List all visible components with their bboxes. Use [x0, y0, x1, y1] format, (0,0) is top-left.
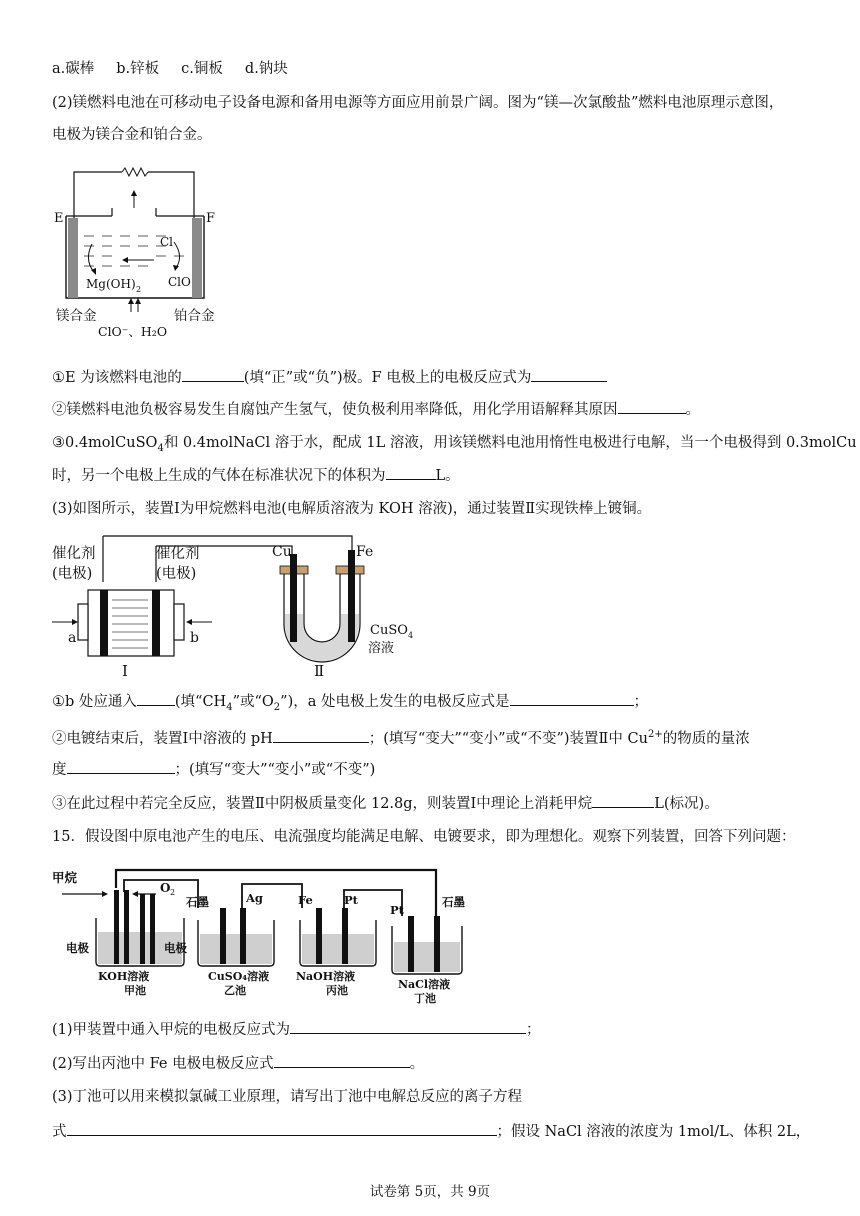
answer-options: [52, 58, 310, 80]
label-device-1: Ⅰ: [122, 662, 128, 680]
label-pool-c: 丙池: [326, 984, 348, 997]
electrode-a-side: [100, 590, 108, 656]
electrode-f: [192, 218, 202, 298]
q2-1: ①E 为该燃料电池的 (填“正”或“负”)极。F 电极上的电极反应式为: [52, 366, 607, 389]
fe-electrode: [348, 550, 355, 642]
label-pool-a: 甲池: [124, 984, 146, 997]
label-catalyst-left: 催化剂: [52, 546, 96, 562]
page-footer: 试卷第 5页，共 9页: [369, 1184, 491, 1200]
q2-intro-line2: 电极为镁合金和铂合金。: [52, 127, 212, 143]
option-c: c.铜板: [181, 61, 223, 77]
mg-fuel-cell-diagram: [52, 160, 242, 340]
label-electrode-right: 电极: [164, 941, 187, 955]
q2-3-cont: 时，另一个电极上生成的气体在标准状况下的体积为 L。: [52, 464, 460, 487]
label-graphite-b: 石墨: [186, 895, 209, 909]
label-electrode-left: (电极): [52, 566, 93, 582]
label-mg-oh-sub: 2: [136, 285, 142, 294]
q3-2: ②电镀结束后，装置Ⅰ中溶液的 pH ；(填写“变大”“变小”或“不变”)装置Ⅱ中 $Cu^{2+}$的物质的量浓: [52, 724, 750, 750]
label-a: a: [68, 630, 77, 646]
label-koh: KOH溶液: [98, 970, 150, 983]
resistor-symbol: [122, 168, 148, 176]
label-pt-alloy: 铂合金: [174, 308, 215, 324]
option-b: b.锌板: [116, 61, 160, 77]
label-graphite-d: 石墨: [442, 895, 465, 909]
option-d: d.钠块: [244, 61, 288, 77]
plating-setup-diagram: [52, 534, 412, 682]
answer-blank[interactable]: [274, 1052, 410, 1068]
label-cu: Cu: [272, 544, 292, 560]
label-o2: O: [160, 881, 171, 895]
q15-1: (1)甲装置中通入甲烷的电极反应式为 ；: [52, 1018, 541, 1041]
label-cuso4: CuSO₄溶液: [208, 970, 270, 983]
label-ag: Ag: [246, 891, 263, 905]
label-cuso4: CuSO: [370, 623, 408, 638]
q15-2: (2)写出丙池中 Fe 电极电极反应式 。: [52, 1052, 424, 1075]
label-inlet: ClO⁻、H₂O: [98, 324, 168, 339]
answer-blank[interactable]: [531, 366, 607, 382]
four-cells-diagram: [52, 862, 472, 1005]
answer-blank[interactable]: [618, 398, 686, 414]
answer-blank[interactable]: [182, 366, 244, 382]
q2-intro-line1: (2)镁燃料电池在可移动电子设备电源和备用电源等方面应用前景广阔。图为“镁—次氯酸盐”燃料电池原理示意图，: [52, 95, 784, 111]
label-o2-sub: 2: [170, 888, 176, 897]
answer-blank[interactable]: [592, 792, 654, 808]
answer-blank[interactable]: [67, 758, 175, 774]
label-cl: Cl: [160, 235, 174, 249]
label-f: F: [206, 211, 216, 226]
answer-blank[interactable]: [273, 727, 369, 743]
label-methane: 甲烷: [52, 870, 78, 885]
electrode-e: [68, 218, 78, 298]
electrode-b-side: [152, 590, 160, 656]
option-a: a.碳棒: [52, 61, 95, 77]
answer-blank[interactable]: [386, 464, 436, 480]
label-pt-d: Pt: [390, 903, 404, 917]
answer-blank[interactable]: [290, 1018, 526, 1034]
label-pool-d: 丁池: [414, 992, 436, 1005]
label-mg-alloy: 镁合金: [56, 308, 97, 324]
q3-intro: (3)如图所示，装置Ⅰ为甲烷燃料电池(电解质溶液为 KOH 溶液)，通过装置Ⅱ实现铁棒上镀铜。: [52, 501, 652, 517]
question-15: 15．假设图中原电池产生的电压、电流强度均能满足电解、电镀要求，即为理想化。观察下列装置，回答下列问题：: [52, 829, 796, 845]
label-clo: ClO: [168, 275, 191, 289]
q2-3: ③0.4molCuSO$_4$和 0.4molNaCl 溶于水，配成 1L 溶液，用该镁燃料电池用惰性电极进行电解，当一个电极得到 0.3molCu: [52, 435, 857, 454]
label-pool-b: 乙池: [224, 984, 246, 997]
label-device-2: Ⅱ: [314, 662, 325, 680]
label-fe: Fe: [356, 544, 374, 560]
label-e: E: [54, 211, 64, 226]
label-nacl: NaCl溶液: [398, 978, 451, 991]
q15-3-cont: 式 ；假设 NaCl 溶液的浓度为 1mol/L、体积 2L，: [52, 1120, 810, 1143]
answer-blank[interactable]: [67, 1120, 497, 1136]
label-fe: Fe: [298, 893, 313, 907]
label-cuso4-sub: 4: [408, 631, 414, 640]
label-naoh: NaOH溶液: [296, 970, 356, 983]
label-electrode-right: (电极): [156, 566, 197, 582]
label-catalyst-right: 催化剂: [156, 546, 200, 562]
q3-3: ③在此过程中若完全反应，装置Ⅱ中阴极质量变化 12.8g，则装置Ⅰ中理论上消耗甲烷 L(标况)。: [52, 792, 719, 815]
q2-2: ②镁燃料电池负极容易发生自腐蚀产生氢气，使负极利用率降低，用化学用语解释其原因 。: [52, 398, 700, 421]
label-solution: 溶液: [368, 641, 395, 656]
label-mg-oh: Mg(OH): [86, 277, 136, 291]
cu-electrode: [290, 554, 297, 642]
q15-3: (3)丁池可以用来模拟氯碱工业原理，请写出丁池中电解总反应的离子方程: [52, 1089, 523, 1105]
answer-blank[interactable]: [137, 690, 175, 706]
q3-2-cont: 度 ；(填写“变大”“变小”或“不变”): [52, 758, 375, 781]
answer-blank[interactable]: [510, 690, 634, 706]
label-electrode-left: 电极: [66, 941, 89, 955]
label-pt-c: Pt: [344, 893, 358, 907]
label-b: b: [190, 630, 199, 646]
q3-1: ①b 处应通入 (填“$CH_4$”或“$O_2$”)，a 处电极上发生的电极反应式是 ；: [52, 690, 648, 719]
